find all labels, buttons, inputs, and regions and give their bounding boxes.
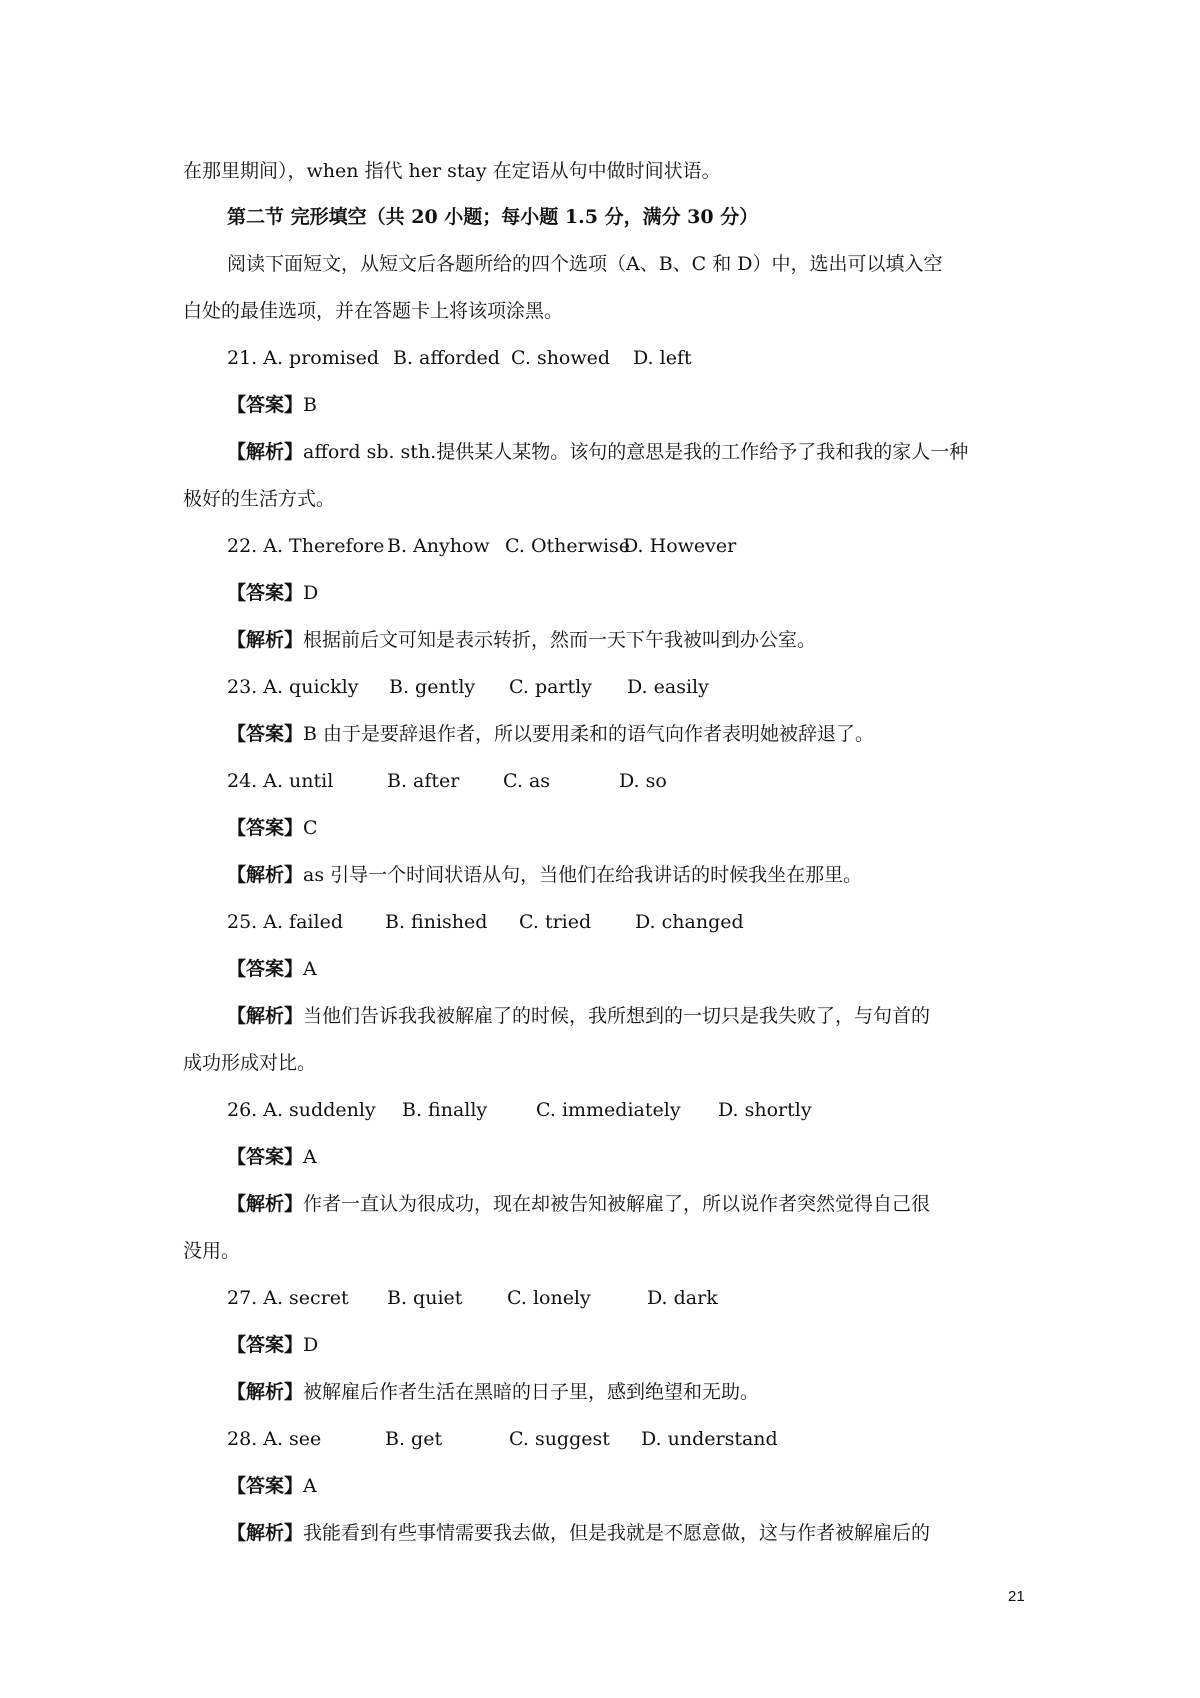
- instruction-line: 白处的最佳选项，并在答题卡上将该项涂黑。: [183, 300, 564, 322]
- option-a: 22. A. Therefore: [227, 535, 385, 557]
- analysis-line: [227, 438, 968, 466]
- answer-label: 【答案】: [227, 1146, 304, 1168]
- answer-line: [227, 720, 874, 748]
- analysis-label: 【解析】: [227, 1381, 304, 1403]
- answer-line: [227, 814, 318, 842]
- analysis-line: 没用。: [183, 1240, 241, 1262]
- text-line: 在那里期间），when 指代 her stay 在定语从句中做时间状语。: [183, 160, 721, 182]
- option-a: 27. A. secret: [227, 1287, 349, 1309]
- answer-value: B: [303, 394, 317, 416]
- analysis-text: 根据前后文可知是表示转折，然而一天下午我被叫到办公室。: [303, 629, 817, 651]
- analysis-line: 成功形成对比。: [183, 1052, 317, 1074]
- option-b: B. Anyhow: [387, 535, 490, 557]
- question-25-options: [227, 908, 744, 936]
- option-a: 26. A. suddenly: [227, 1099, 376, 1121]
- option-d: D. However: [623, 535, 737, 557]
- question-24-options: [227, 767, 667, 795]
- option-d: D. left: [633, 347, 692, 369]
- analysis-text: as 引导一个时间状语从句，当他们在给我讲话的时候我坐在那里。: [303, 864, 863, 886]
- analysis-line: [227, 1519, 930, 1547]
- option-a: 23. A. quickly: [227, 676, 359, 698]
- answer-label: 【答案】: [227, 958, 304, 980]
- analysis-line: 极好的生活方式。: [183, 488, 336, 510]
- analysis-label: 【解析】: [227, 1522, 304, 1544]
- option-c: C. showed: [511, 347, 611, 369]
- option-d: D. changed: [635, 911, 744, 933]
- answer-value: C: [303, 817, 318, 839]
- option-b: B. finally: [402, 1099, 488, 1121]
- analysis-text: 我能看到有些事情需要我去做，但是我就是不愿意做，这与作者被解雇后的: [303, 1522, 931, 1544]
- answer-value: A: [303, 958, 317, 980]
- analysis-label: 【解析】: [227, 1005, 304, 1027]
- answer-label: 【答案】: [227, 1334, 304, 1356]
- answer-line: [227, 1472, 317, 1500]
- answer-value: A: [303, 1146, 317, 1168]
- option-a: 25. A. failed: [227, 911, 343, 933]
- option-c: C. immediately: [536, 1099, 681, 1121]
- option-c: C. as: [503, 770, 551, 792]
- instruction-line: 阅读下面短文，从短文后各题所给的四个选项（A、B、C 和 D）中，选出可以填入空: [227, 253, 943, 275]
- analysis-line: [227, 626, 816, 654]
- option-d: D. shortly: [718, 1099, 812, 1121]
- answer-label: 【答案】: [227, 1475, 304, 1497]
- answer-line: [227, 955, 317, 983]
- option-a: 21. A. promised: [227, 347, 379, 369]
- analysis-text: 当他们告诉我我被解雇了的时候，我所想到的一切只是我失败了，与句首的: [303, 1005, 931, 1027]
- question-21-options: [227, 344, 692, 372]
- answer-line: [227, 391, 317, 419]
- option-b: B. gently: [389, 676, 476, 698]
- answer-label: 【答案】: [227, 723, 304, 745]
- answer-line: [227, 1331, 318, 1359]
- analysis-line: [227, 861, 862, 889]
- option-b: B. quiet: [387, 1287, 463, 1309]
- analysis-line: [227, 1378, 759, 1406]
- answer-label: 【答案】: [227, 817, 304, 839]
- question-27-options: [227, 1284, 718, 1312]
- option-b: B. get: [385, 1428, 443, 1450]
- option-d: D. easily: [627, 676, 709, 698]
- analysis-text: afford sb. sth.提供某人某物。该句的意思是我的工作给予了我和我的家人一种: [303, 441, 969, 463]
- analysis-label: 【解析】: [227, 1193, 304, 1215]
- answer-value: D: [303, 1334, 319, 1356]
- question-28-options: [227, 1425, 778, 1453]
- answer-label: 【答案】: [227, 582, 304, 604]
- question-23-options: [227, 673, 709, 701]
- option-b: B. after: [387, 770, 460, 792]
- analysis-line: [227, 1002, 930, 1030]
- page-number: 21: [1008, 1588, 1025, 1605]
- option-c: C. tried: [519, 911, 592, 933]
- option-c: C. suggest: [509, 1428, 610, 1450]
- option-c: C. Otherwise: [505, 535, 631, 557]
- option-b: B. finished: [385, 911, 488, 933]
- answer-value: D: [303, 582, 319, 604]
- analysis-label: 【解析】: [227, 629, 304, 651]
- option-d: D. dark: [647, 1287, 718, 1309]
- option-d: D. so: [619, 770, 667, 792]
- analysis-label: 【解析】: [227, 441, 304, 463]
- option-a: 24. A. until: [227, 770, 334, 792]
- question-26-options: [227, 1096, 812, 1124]
- option-c: C. lonely: [507, 1287, 591, 1309]
- option-d: D. understand: [641, 1428, 778, 1450]
- analysis-line: [227, 1190, 930, 1218]
- answer-label: 【答案】: [227, 394, 304, 416]
- analysis-text: 作者一直认为很成功，现在却被告知被解雇了，所以说作者突然觉得自己很: [303, 1193, 931, 1215]
- option-a: 28. A. see: [227, 1428, 322, 1450]
- answer-value: A: [303, 1475, 317, 1497]
- question-22-options: [227, 532, 736, 560]
- analysis-label: 【解析】: [227, 864, 304, 886]
- option-b: B. afforded: [393, 347, 500, 369]
- analysis-text: 被解雇后作者生活在黑暗的日子里，感到绝望和无助。: [303, 1381, 760, 1403]
- answer-line: [227, 579, 318, 607]
- section-title: 第二节 完形填空（共 20 小题；每小题 1.5 分，满分 30 分）: [227, 206, 759, 228]
- answer-value: B 由于是要辞退作者，所以要用柔和的语气向作者表明她被辞退了。: [303, 723, 875, 745]
- option-c: C. partly: [509, 676, 592, 698]
- answer-line: [227, 1143, 317, 1171]
